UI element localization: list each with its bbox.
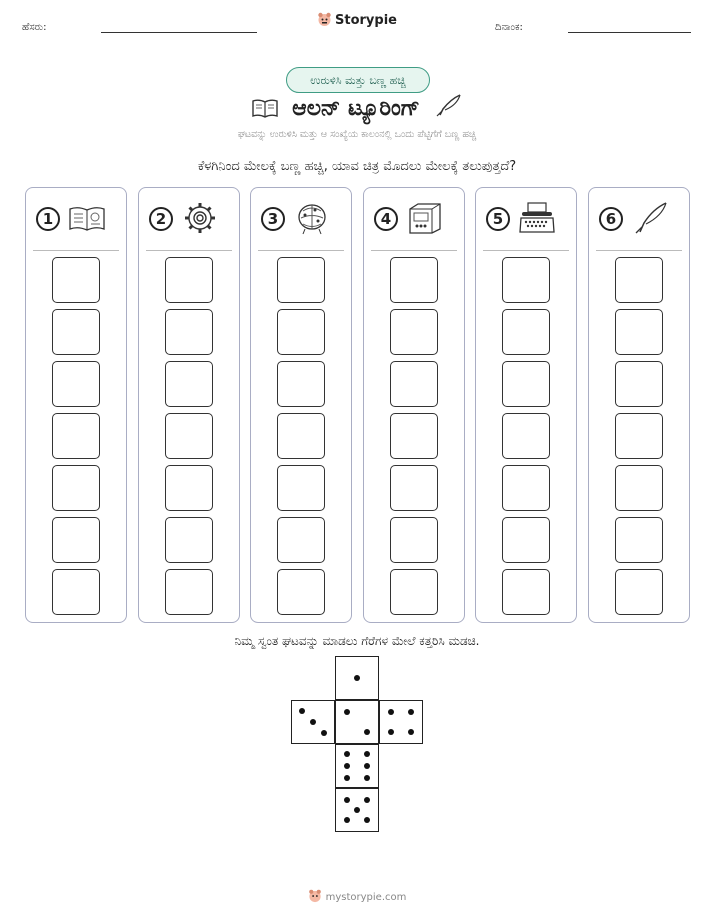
- die-face-3: [291, 700, 335, 744]
- die-pip: [364, 797, 370, 803]
- column-divider: [371, 250, 457, 251]
- book-icon: [68, 201, 106, 235]
- quill-icon: [631, 201, 669, 235]
- column-number: 5: [486, 207, 510, 231]
- die-pip: [310, 719, 316, 725]
- color-box[interactable]: [52, 413, 100, 459]
- date-write-line[interactable]: [568, 32, 691, 33]
- color-box[interactable]: [390, 569, 438, 615]
- gear-icon: [181, 201, 219, 235]
- brand-name: Storypie: [335, 13, 397, 28]
- page-title: ಆಲನ್ ಟ್ಯೂರಿಂಗ್: [292, 96, 420, 121]
- color-box[interactable]: [52, 465, 100, 511]
- die-pip: [344, 797, 350, 803]
- column-5: [475, 187, 577, 623]
- color-box[interactable]: [390, 465, 438, 511]
- column-4: [363, 187, 465, 623]
- column-2: [138, 187, 240, 623]
- date-label: ದಿನಾಂಕ:: [495, 22, 523, 33]
- column-number: 2: [149, 207, 173, 231]
- die-face-6: [335, 744, 379, 788]
- brand-logo: [0, 12, 714, 28]
- column-divider: [483, 250, 569, 251]
- die-pip: [388, 709, 394, 715]
- die-pip: [388, 729, 394, 735]
- color-box[interactable]: [52, 569, 100, 615]
- quill-icon: [433, 96, 463, 121]
- color-box[interactable]: [165, 413, 213, 459]
- color-box[interactable]: [52, 309, 100, 355]
- activity-badge: ಉರುಳಿಸಿ ಮತ್ತು ಬಣ್ಣ ಹಚ್ಚಿ: [286, 67, 430, 93]
- color-box[interactable]: [52, 257, 100, 303]
- column-divider: [33, 250, 119, 251]
- die-pip: [354, 675, 360, 681]
- column-divider: [146, 250, 232, 251]
- page-title-row: [0, 93, 714, 121]
- color-box[interactable]: [52, 517, 100, 563]
- typewriter-icon: [518, 201, 556, 235]
- color-box[interactable]: [390, 257, 438, 303]
- storypie-logo-icon: [317, 12, 332, 27]
- die-pip: [364, 763, 370, 769]
- die-face-5: [335, 788, 379, 832]
- die-face-1: [335, 656, 379, 700]
- die-pip: [321, 730, 327, 736]
- color-box[interactable]: [165, 517, 213, 563]
- column-3: [250, 187, 352, 623]
- die-pip: [364, 751, 370, 757]
- die-face-2: [335, 700, 379, 744]
- color-box[interactable]: [277, 569, 325, 615]
- color-box[interactable]: [615, 517, 663, 563]
- color-box[interactable]: [165, 361, 213, 407]
- color-box[interactable]: [615, 569, 663, 615]
- die-pip: [299, 708, 305, 714]
- color-box[interactable]: [277, 517, 325, 563]
- color-box[interactable]: [615, 465, 663, 511]
- color-box[interactable]: [52, 361, 100, 407]
- column-divider: [258, 250, 344, 251]
- color-box[interactable]: [502, 517, 550, 563]
- color-box[interactable]: [615, 413, 663, 459]
- die-pip: [344, 817, 350, 823]
- die-instruction: ನಿಮ್ಮ ಸ್ವಂತ ಘಟವನ್ನು ಮಾಡಲು ಗೆರೆಗಳ ಮೇಲೆ ಕತ್ತರಿಸಿ ಮಡಚಿ.: [234, 634, 480, 648]
- name-label: ಹೆಸರು:: [22, 22, 47, 33]
- die-pip: [364, 817, 370, 823]
- color-box[interactable]: [390, 517, 438, 563]
- color-box[interactable]: [390, 413, 438, 459]
- column-number: 6: [599, 207, 623, 231]
- color-box[interactable]: [165, 465, 213, 511]
- color-box[interactable]: [165, 257, 213, 303]
- storypie-logo-icon: [308, 889, 322, 903]
- color-box[interactable]: [615, 361, 663, 407]
- die-pip: [344, 775, 350, 781]
- color-box[interactable]: [502, 569, 550, 615]
- column-number: 3: [261, 207, 285, 231]
- die-pip: [364, 775, 370, 781]
- name-write-line[interactable]: [101, 32, 257, 33]
- color-box[interactable]: [277, 465, 325, 511]
- color-box[interactable]: [502, 309, 550, 355]
- column-6: [588, 187, 690, 623]
- die-pip: [408, 729, 414, 735]
- color-box[interactable]: [277, 257, 325, 303]
- color-box[interactable]: [615, 309, 663, 355]
- column-number: 1: [36, 207, 60, 231]
- color-box[interactable]: [165, 569, 213, 615]
- column-divider: [596, 250, 682, 251]
- color-box[interactable]: [502, 257, 550, 303]
- die-pip: [408, 709, 414, 715]
- enigma-machine-icon: [406, 201, 444, 235]
- die-pip: [344, 709, 350, 715]
- page-subtitle: ಘಟವನ್ನು ಉರುಳಿಸಿ ಮತ್ತು ಆ ಸಂಖ್ಯೆಯ ಕಾಲಂನಲ್ಲಿ ಒಂದು ಪೆಟ್ಟಿಗೆಗೆ ಬಣ್ಣ ಹಚ್ಚಿ: [237, 129, 477, 140]
- column-number: 4: [374, 207, 398, 231]
- color-box[interactable]: [502, 361, 550, 407]
- color-box[interactable]: [390, 309, 438, 355]
- book-icon: [251, 96, 287, 121]
- die-pip: [364, 729, 370, 735]
- column-1: [25, 187, 127, 623]
- footer-url: mystorypie.com: [325, 892, 407, 903]
- die-pip: [354, 807, 360, 813]
- color-box[interactable]: [502, 413, 550, 459]
- die-face-4: [379, 700, 423, 744]
- color-box[interactable]: [390, 361, 438, 407]
- color-box[interactable]: [277, 361, 325, 407]
- color-box[interactable]: [165, 309, 213, 355]
- color-box[interactable]: [277, 309, 325, 355]
- die-pip: [344, 763, 350, 769]
- circuit-brain-icon: [293, 201, 331, 235]
- question-text: ಕೆಳಗಿನಿಂದ ಮೇಲಕ್ಕೆ ಬಣ್ಣ ಹಚ್ಚಿ, ಯಾವ ಚಿತ್ರ ಮೊದಲು ಮೇಲಕ್ಕೆ ತಲುಪುತ್ತದೆ?: [197, 159, 517, 174]
- color-box[interactable]: [615, 257, 663, 303]
- color-box[interactable]: [277, 413, 325, 459]
- color-box[interactable]: [502, 465, 550, 511]
- die-pip: [344, 751, 350, 757]
- footer: [0, 889, 714, 903]
